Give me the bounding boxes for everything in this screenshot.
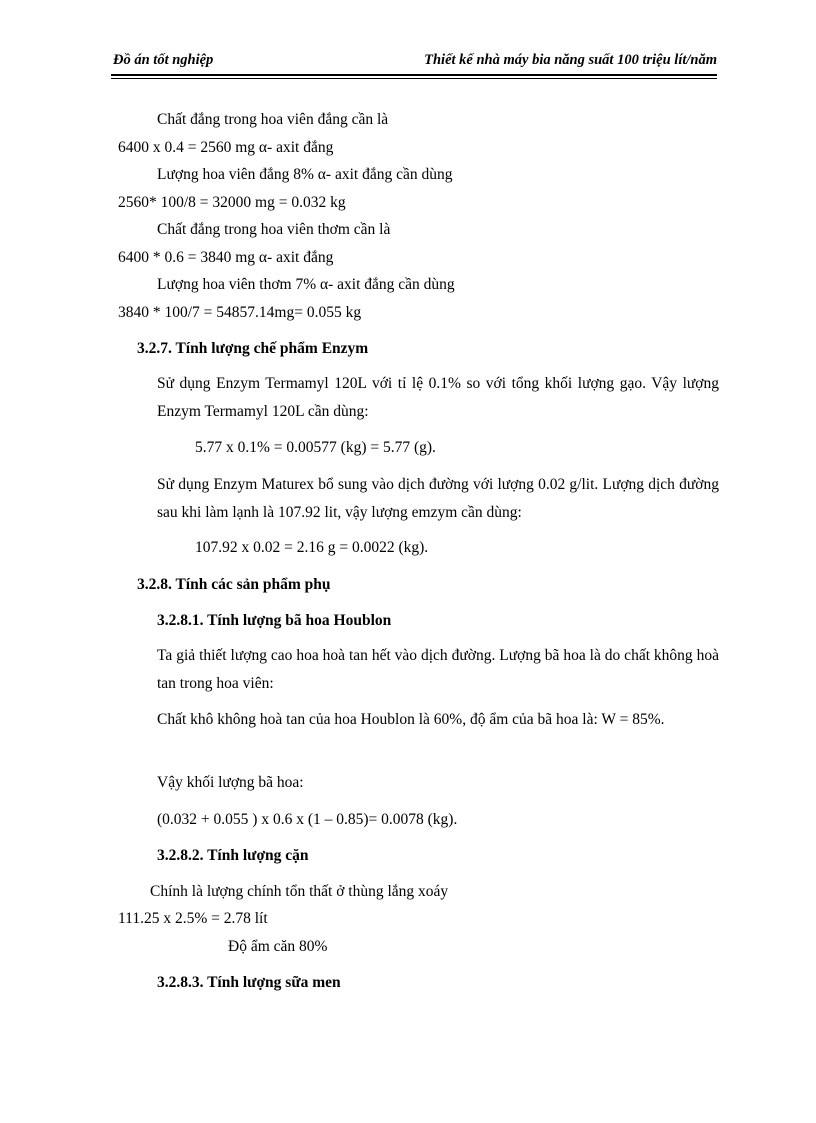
formula-line: 107.92 x 0.02 = 2.16 g = 0.0022 (kg). <box>195 539 429 556</box>
formula-line: 2560* 100/8 = 32000 mg = 0.032 kg <box>118 194 346 211</box>
formula-line: 5.77 x 0.1% = 0.00577 (kg) = 5.77 (g). <box>195 439 436 456</box>
section-heading: 3.2.7. Tính lượng chế phẩm Enzym <box>137 340 369 357</box>
paragraph <box>115 642 719 698</box>
paragraph-text: Ta giả thiết lượng cao hoa hoà tan hết vào dịch đường. Lượng bã hoa là do chất không hoà tan trong hoa viên: <box>157 647 719 692</box>
text-line: Chính là lượng chính tổn thất ở thùng lắng xoáy <box>150 883 449 900</box>
paragraph-text: Sử dụng Enzym Maturex bổ sung vào dịch đường với lượng 0.02 g/lit. Lượng dịch đường sau khi làm lạnh là 107.92 lit, vậy lượng emzym cần dùng: <box>157 476 719 521</box>
text-line: Chất đắng trong hoa viên thơm cần là <box>157 221 391 238</box>
paragraph <box>115 471 719 527</box>
formula-line: (0.032 + 0.055 ) x 0.6 x (1 – 0.85)= 0.0078 (kg). <box>157 811 458 828</box>
text-line: Vậy khối lượng bã hoa: <box>157 774 304 791</box>
subsection-heading: 3.2.8.3. Tính lượng sữa men <box>157 974 341 991</box>
text-line: Lượng hoa viên đắng 8% α- axit đắng cần dùng <box>157 166 453 183</box>
text-line: Độ ẩm căn 80% <box>228 938 328 955</box>
text-line: Chất đắng trong hoa viên đắng cần là <box>157 111 389 128</box>
text-line: Lượng hoa viên thơm 7% α- axit đắng cần dùng <box>157 276 455 293</box>
page-header <box>111 52 717 72</box>
formula-line: 3840 * 100/7 = 54857.14mg= 0.055 kg <box>118 304 362 321</box>
formula-line: 6400 * 0.6 = 3840 mg α- axit đắng <box>118 249 334 266</box>
header-rule-thick <box>111 74 717 76</box>
formula-line: 111.25 x 2.5% = 2.78 lít <box>118 910 268 927</box>
formula-line: 6400 x 0.4 = 2560 mg α- axit đắng <box>118 139 334 156</box>
subsection-heading: 3.2.8.2. Tính lượng cặn <box>157 847 309 864</box>
header-rule-thin <box>111 78 717 79</box>
paragraph <box>115 706 719 734</box>
header-left-title: Đồ án tốt nghiệp <box>113 52 214 68</box>
subsection-heading: 3.2.8.1. Tính lượng bã hoa Houblon <box>157 612 392 629</box>
header-right-title: Thiết kế nhà máy bia năng suất 100 triệu lít/năm <box>424 52 717 68</box>
paragraph-text: Chất khô không hoà tan của hoa Houblon là 60%, độ ẩm của bã hoa là: W = 85%. <box>157 711 665 728</box>
section-heading: 3.2.8. Tính các sản phẩm phụ <box>137 576 331 593</box>
paragraph <box>115 370 719 426</box>
paragraph-text: Sử dụng Enzym Termamyl 120L với tỉ lệ 0.1% so với tổng khối lượng gạo. Vậy lượng Enzym Termamyl 120L cần dùng: <box>157 375 719 420</box>
